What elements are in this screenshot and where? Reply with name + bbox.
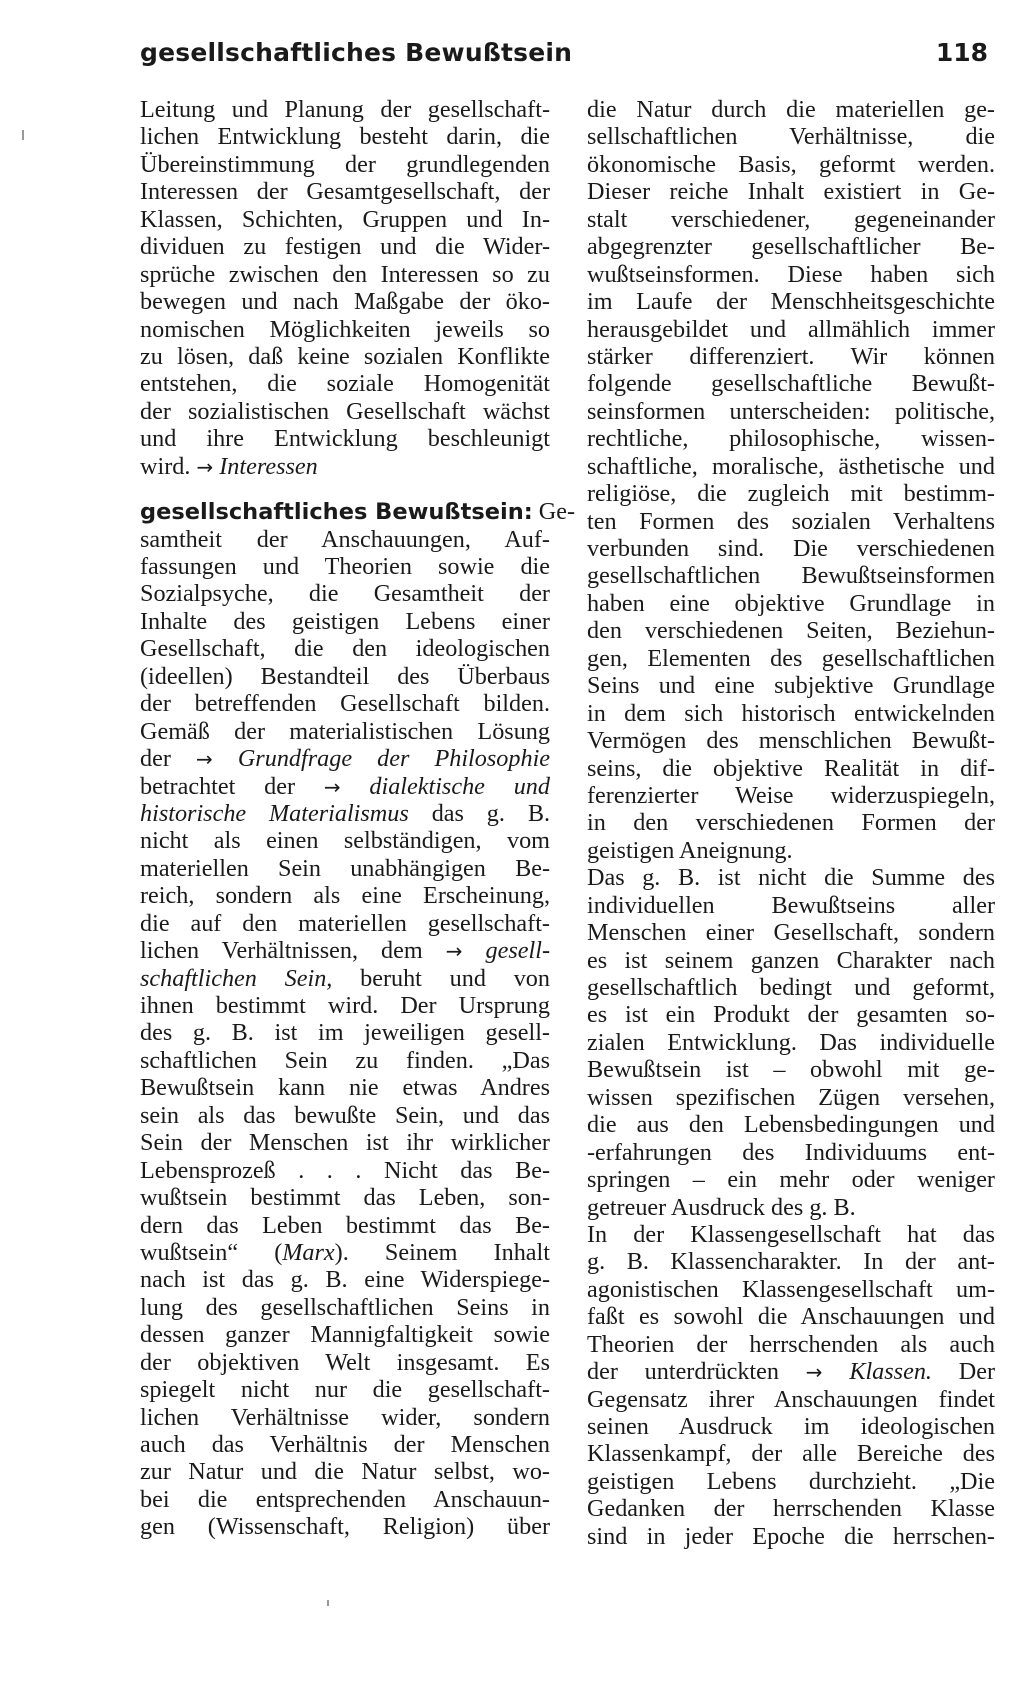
text-line: Das g. B. ist nicht die Summe des xyxy=(587,864,995,892)
text-line: die auf den materiellen gesellschaft- xyxy=(140,909,550,937)
text-line xyxy=(140,745,550,772)
text-line: nach ist das g. B. eine Widerspiege- xyxy=(140,1266,550,1294)
text-line: Dieser reiche Inhalt existiert in Ge- xyxy=(587,178,995,206)
text-line: Bewußtsein kann nie etwas Andres xyxy=(140,1074,550,1102)
text-line xyxy=(140,965,550,992)
text-line: ferenzierter Weise widerzuspiegeln, xyxy=(587,781,995,809)
text-line: Gegensatz ihrer Anschauungen findet xyxy=(587,1385,995,1413)
cross-reference-klassen[interactable]: Klassen. xyxy=(849,1358,932,1386)
text-line: dessen ganzer Mannigfaltigkeit sowie xyxy=(140,1321,550,1349)
text-line: dern das Leben bestimmt das Be- xyxy=(140,1211,550,1239)
text-line: Gedanken der herrschenden Klasse xyxy=(587,1495,995,1523)
text-line: nomischen Möglichkeiten jeweils so xyxy=(140,315,550,343)
text-line: Lebensprozeß . . . Nicht das Be- xyxy=(140,1156,550,1184)
text-line: den verschiedenen Seiten, Beziehun- xyxy=(587,617,995,645)
cross-reference-sein-cont[interactable]: schaftlichen Sein, xyxy=(140,964,333,992)
text-line: -erfahrungen des Individuums ent- xyxy=(587,1138,995,1166)
text-line: in den verschiedenen Formen der xyxy=(587,809,995,837)
text-fragment: Ge- xyxy=(538,498,576,526)
text-line: es ist seinem ganzen Charakter nach xyxy=(587,946,995,974)
text-line: Seins und eine subjektive Grundlage xyxy=(587,672,995,700)
text-fragment: lichen Verhältnissen, dem xyxy=(140,937,423,965)
text-line: sprüche zwischen den Interessen so zu xyxy=(140,260,550,288)
text-line: lichen Entwicklung besteht darin, die xyxy=(140,123,550,151)
arrow-icon: → xyxy=(323,774,341,799)
arrow-icon: → xyxy=(196,454,214,479)
text-line xyxy=(140,1239,550,1266)
text-line: gen, Elementen des gesellschaftlichen xyxy=(587,644,995,672)
text-line: Inhalte des geistigen Lebens einer xyxy=(140,607,550,635)
text-line: abgegrenzter gesellschaftlicher Be- xyxy=(587,233,995,261)
text-line: geistigen Lebens durchzieht. „Die xyxy=(587,1467,995,1495)
text-line: stalt verschiedener, gegeneinander xyxy=(587,205,995,233)
text-line: Gemäß der materialistischen Lösung xyxy=(140,717,550,745)
text-line: Gesellschaft, die den ideologischen xyxy=(140,635,550,663)
text-line: rechtliche, philosophische, wissen- xyxy=(587,425,995,453)
text-line: der betreffenden Gesellschaft bilden. xyxy=(140,690,550,718)
text-line: wußtsein bestimmt das Leben, son- xyxy=(140,1184,550,1212)
text-line: bewegen und nach Maßgabe der öko- xyxy=(140,288,550,316)
text-line: sellschaftlichen Verhältnisse, die xyxy=(587,123,995,151)
text-fragment: der unterdrückten xyxy=(587,1358,779,1386)
text-line: es ist ein Produkt der gesamten so- xyxy=(587,1001,995,1029)
text-fragment: Der xyxy=(958,1358,996,1386)
text-line: herausgebildet und allmählich immer xyxy=(587,315,995,343)
dictionary-entry xyxy=(140,498,576,1541)
text-line: seinsformen unterscheiden: politische, xyxy=(587,397,995,425)
running-head: gesellschaftliches Bewußtsein xyxy=(140,38,573,67)
text-line: schaftlichen Sein zu finden. „Das xyxy=(140,1046,550,1074)
arrow-icon: → xyxy=(195,747,213,772)
text-line: spiegelt nicht nur die gesellschaft- xyxy=(140,1376,550,1404)
text-line: in dem sich historisch entwickelnden xyxy=(587,699,995,727)
text-line: Klassen, Schichten, Gruppen und In- xyxy=(140,205,550,233)
text-line xyxy=(140,498,576,526)
text-line: reich, sondern als eine Erscheinung, xyxy=(140,882,550,910)
arrow-icon: → xyxy=(805,1360,823,1385)
text-line: stärker differenziert. Wir können xyxy=(587,342,995,370)
text-line: materiellen Sein unabhängigen Be- xyxy=(140,854,550,882)
text-line: Menschen einer Gesellschaft, sondern xyxy=(587,919,995,947)
text-line: Leitung und Planung der gesellschaft- xyxy=(140,96,550,123)
text-line: haben eine objektive Grundlage in xyxy=(587,589,995,617)
text-line: dividuen zu festigen und die Wider- xyxy=(140,233,550,261)
text-line: die Natur durch die materiellen ge- xyxy=(587,96,995,123)
text-line: agonistischen Klassengesellschaft um- xyxy=(587,1275,995,1303)
text-line xyxy=(140,937,550,964)
text-fragment: der xyxy=(140,745,171,773)
text-line: sein als das bewußte Sein, und das xyxy=(140,1101,550,1129)
text-line: gesellschaftlich bedingt und geformt, xyxy=(587,974,995,1001)
author-name: Marx xyxy=(282,1238,335,1266)
text-line: schaftliche, moralische, ästhetische und xyxy=(587,452,995,480)
text-line: zur Natur und die Natur selbst, wo- xyxy=(140,1458,550,1486)
text-line: Interessen der Gesamtgesellschaft, der xyxy=(140,178,550,206)
text-fragment: ). Seinem Inhalt xyxy=(334,1238,550,1266)
text-line: getreuer Ausdruck des g. B. xyxy=(587,1193,856,1221)
text-line: Übereinstimmung der grundlegenden xyxy=(140,150,550,178)
cross-reference-interessen[interactable]: Interessen xyxy=(219,452,318,480)
text-line xyxy=(140,800,550,827)
text-fragment: betrachtet der xyxy=(140,772,296,800)
text-line: individuellen Bewußtseins aller xyxy=(587,891,995,919)
text-line: Klassenkampf, der alle Bereiche des xyxy=(587,1440,995,1468)
text-line xyxy=(140,773,550,800)
text-line: wissen spezifischen Zügen versehen, xyxy=(587,1083,995,1111)
text-line: ökonomische Basis, geformt werden. xyxy=(587,150,995,178)
text-fragment: wird. xyxy=(140,452,191,480)
scan-speck xyxy=(327,1600,329,1606)
text-line: gen (Wissenschaft, Religion) über xyxy=(140,1513,550,1541)
text-line: lichen Verhältnisse wider, sondern xyxy=(140,1403,550,1431)
text-line: ihnen bestimmt wird. Der Ursprung xyxy=(140,992,550,1019)
text-line: nicht als einen selbständigen, vom xyxy=(140,827,550,855)
text-line: entstehen, die soziale Homogenität xyxy=(140,370,550,398)
text-line xyxy=(140,453,550,480)
text-line: sind in jeder Epoche die herrschen- xyxy=(587,1522,995,1550)
text-line: zialen Entwicklung. Das individuelle xyxy=(587,1028,995,1056)
text-line: lung des gesellschaftlichen Seins in xyxy=(140,1293,550,1321)
cross-reference-materialismus-cont[interactable]: historische Materialismus xyxy=(140,799,409,827)
text-line: gesellschaftlichen Bewußtseinsformen xyxy=(587,562,995,590)
text-line: des g. B. ist im jeweiligen gesell- xyxy=(140,1019,550,1047)
text-line: Bewußtsein ist – obwohl mit ge- xyxy=(587,1056,995,1084)
text-line: faßt es sowohl die Anschauungen und xyxy=(587,1303,995,1331)
text-fragment: das g. B. xyxy=(431,799,551,827)
cross-reference-materialismus[interactable]: dialektische und xyxy=(369,772,550,800)
text-line: seins, die objektive Realität in dif- xyxy=(587,754,995,782)
entry-headword: gesellschaftliches Bewußtsein: xyxy=(140,499,533,526)
text-line: (ideellen) Bestandteil des Überbaus xyxy=(140,662,550,690)
text-line xyxy=(587,1358,995,1385)
left-column xyxy=(140,96,576,1541)
prev-entry-tail xyxy=(140,96,550,480)
text-fragment: wußtsein“ ( xyxy=(140,1238,283,1266)
text-line: im Laufe der Menschheitsgeschichte xyxy=(587,288,995,316)
text-line: samtheit der Anschauungen, Auf- xyxy=(140,525,550,553)
text-line: auch das Verhältnis der Menschen xyxy=(140,1431,550,1458)
text-line: Vermögen des menschlichen Bewußt- xyxy=(587,727,995,755)
scan-speck xyxy=(22,130,24,140)
text-line: Sein der Menschen ist ihr wirklicher xyxy=(140,1129,550,1157)
text-line: ten Formen des sozialen Verhaltens xyxy=(587,507,995,535)
text-line: bei die entsprechenden Anschauun- xyxy=(140,1485,550,1513)
text-line: Sozialpsyche, die Gesamtheit der xyxy=(140,580,550,608)
text-line: religiöse, die zugleich mit bestimm- xyxy=(587,480,995,508)
text-line: seinen Ausdruck im ideologischen xyxy=(587,1413,995,1440)
text-line: folgende gesellschaftliche Bewußt- xyxy=(587,370,995,398)
text-line: der sozialistischen Gesellschaft wächst xyxy=(140,397,550,425)
text-line: fassungen und Theorien sowie die xyxy=(140,553,550,580)
text-line: In der Klassengesellschaft hat das xyxy=(587,1220,995,1248)
text-line: Theorien der herrschenden als auch xyxy=(587,1330,995,1358)
text-line: geistigen Aneignung. xyxy=(587,836,793,864)
cross-reference-sein[interactable]: gesell- xyxy=(485,937,551,965)
text-line: und ihre Entwicklung beschleunigt xyxy=(140,425,550,453)
text-line: der objektiven Welt insgesamt. Es xyxy=(140,1348,550,1376)
text-line: verbunden sind. Die verschiedenen xyxy=(587,535,995,562)
page-number: 118 xyxy=(935,38,988,67)
text-line: zu lösen, daß keine sozialen Konflikte xyxy=(140,342,550,370)
text-line: springen – ein mehr oder weniger xyxy=(587,1166,995,1194)
cross-reference-grundfrage[interactable]: Grundfrage der Philosophie xyxy=(237,745,551,773)
text-line: die aus den Lebensbedingungen und xyxy=(587,1111,995,1139)
arrow-icon: → xyxy=(445,939,463,964)
text-line: g. B. Klassencharakter. In der ant- xyxy=(587,1248,995,1276)
text-line: wußtseinsformen. Diese haben sich xyxy=(587,260,995,288)
text-fragment: beruht und von xyxy=(360,964,550,992)
right-column xyxy=(587,96,995,1550)
